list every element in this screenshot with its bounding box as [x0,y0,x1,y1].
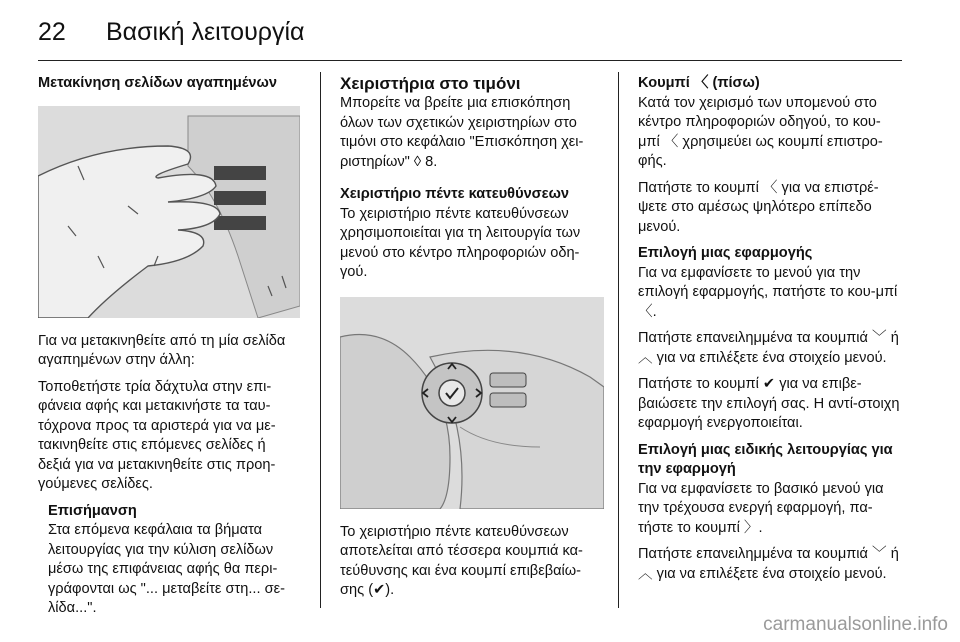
watermark: carmanualsonline.info [763,614,948,635]
page-title: Βασική λειτουργία [106,18,305,46]
paragraph: Πατήστε το κουμπί 〈 για να επιστρέ-ψετε στο αμέσως ψηλότερο επίπεδο μενού. [638,179,879,235]
column-divider [618,72,619,608]
column-divider [320,72,321,608]
paragraph: Κατά τον χειρισμό των υπομενού στο κέντρο πληροφοριών οδηγού, το κου-μπί 〈 χρησιμεύει ως κουμπί επιστρο-φής. [638,94,883,169]
subsection-heading: Χειριστήριο πέντε κατευθύνσεων [340,186,570,202]
steering-wheel-drawing [340,297,604,509]
paragraph: Για να εμφανίσετε το μενού για την επιλογή εφαρμογής, πατήστε το κου-μπί 〈. [638,264,898,320]
paragraph: Το χειριστήριο πέντε κατευθύνσεων αποτελείται από τέσσερα κουμπιά κα-τεύθυνσης και ένα κουμπί επιβεβαίω-σης (✔). [340,523,583,598]
paragraph: Πατήστε επανειλημμένα τα κουμπιά ﹀ ή ︿ για να επιλέξετε ένα στοιχείο μενού. [638,330,899,366]
page-header [38,18,902,56]
section-heading: Μετακίνηση σελίδων αγαπημένων [38,75,277,91]
subsection-heading: Επιλογή μιας ειδικής λειτουργίας για την εφαρμογή [638,441,893,477]
hand-swipe-drawing [38,106,300,318]
paragraph: Τοποθετήστε τρία δάχτυλα στην επι-φάνεια αφής και μετακινήστε τα ταυ-τόχρονα προς τα αριστερά για να με-τακινηθείτε στις επόμενες σελίδες ή δεξιά για να μετακινηθείτε στις προη-γούμενες σελίδες. [38,378,276,492]
paragraph: Μπορείτε να βρείτε μια επισκόπηση όλων των σχετικών χειριστηρίων στο τιμόνι στο κεφάλαιο "Επισκόπηση χει-ριστηρίων" ◊ 8. [340,95,584,170]
column-3 [638,74,902,591]
subsection-heading: Επιλογή μιας εφαρμογής [638,245,813,261]
header-rule [38,60,902,61]
subsection-heading: Κουμπί 〈 (πίσω) [638,75,760,91]
touchpad-gesture-illustration [38,106,300,318]
note-text: Στα επόμενα κεφάλαια τα βήματα λειτουργίας για την κύλιση σελίδων μέσω της επιφάνειας αφής θα περι-γράφονται ως "... μεταβείτε στη... σε-λίδα...". [48,522,285,616]
steering-wheel-controls-illustration [340,297,604,509]
column-1 [38,74,300,619]
column-2 [340,74,604,608]
note-block [38,502,300,619]
page-number: 22 [38,18,66,46]
paragraph: Το χειριστήριο πέντε κατευθύνσεων χρησιμοποιείται για τη λειτουργία των μενού στο κέντρο πληροφοριών οδη-γού. [340,205,581,280]
paragraph: Για να εμφανίσετε το βασικό μενού για την τρέχουσα ενεργή εφαρμογή, πα-τήστε το κουμπί 〉. [638,480,884,536]
paragraph: Πατήστε το κουμπί ✔ για να επιβε-βαιώσετε την επιλογή σας. Η αντί-στοιχη εφαρμογή ενεργοποιείται. [638,376,900,431]
paragraph: Πατήστε επανειλημμένα τα κουμπιά ﹀ ή ︿ για να επιλέξετε ένα στοιχείο μενού. [638,546,899,582]
section-heading: Χειριστήρια στο τιμόνι [340,74,521,93]
paragraph: Για να μετακινηθείτε από τη μία σελίδα αγαπημένων στην άλλη: [38,332,286,368]
note-title: Επισήμανση [48,502,137,519]
